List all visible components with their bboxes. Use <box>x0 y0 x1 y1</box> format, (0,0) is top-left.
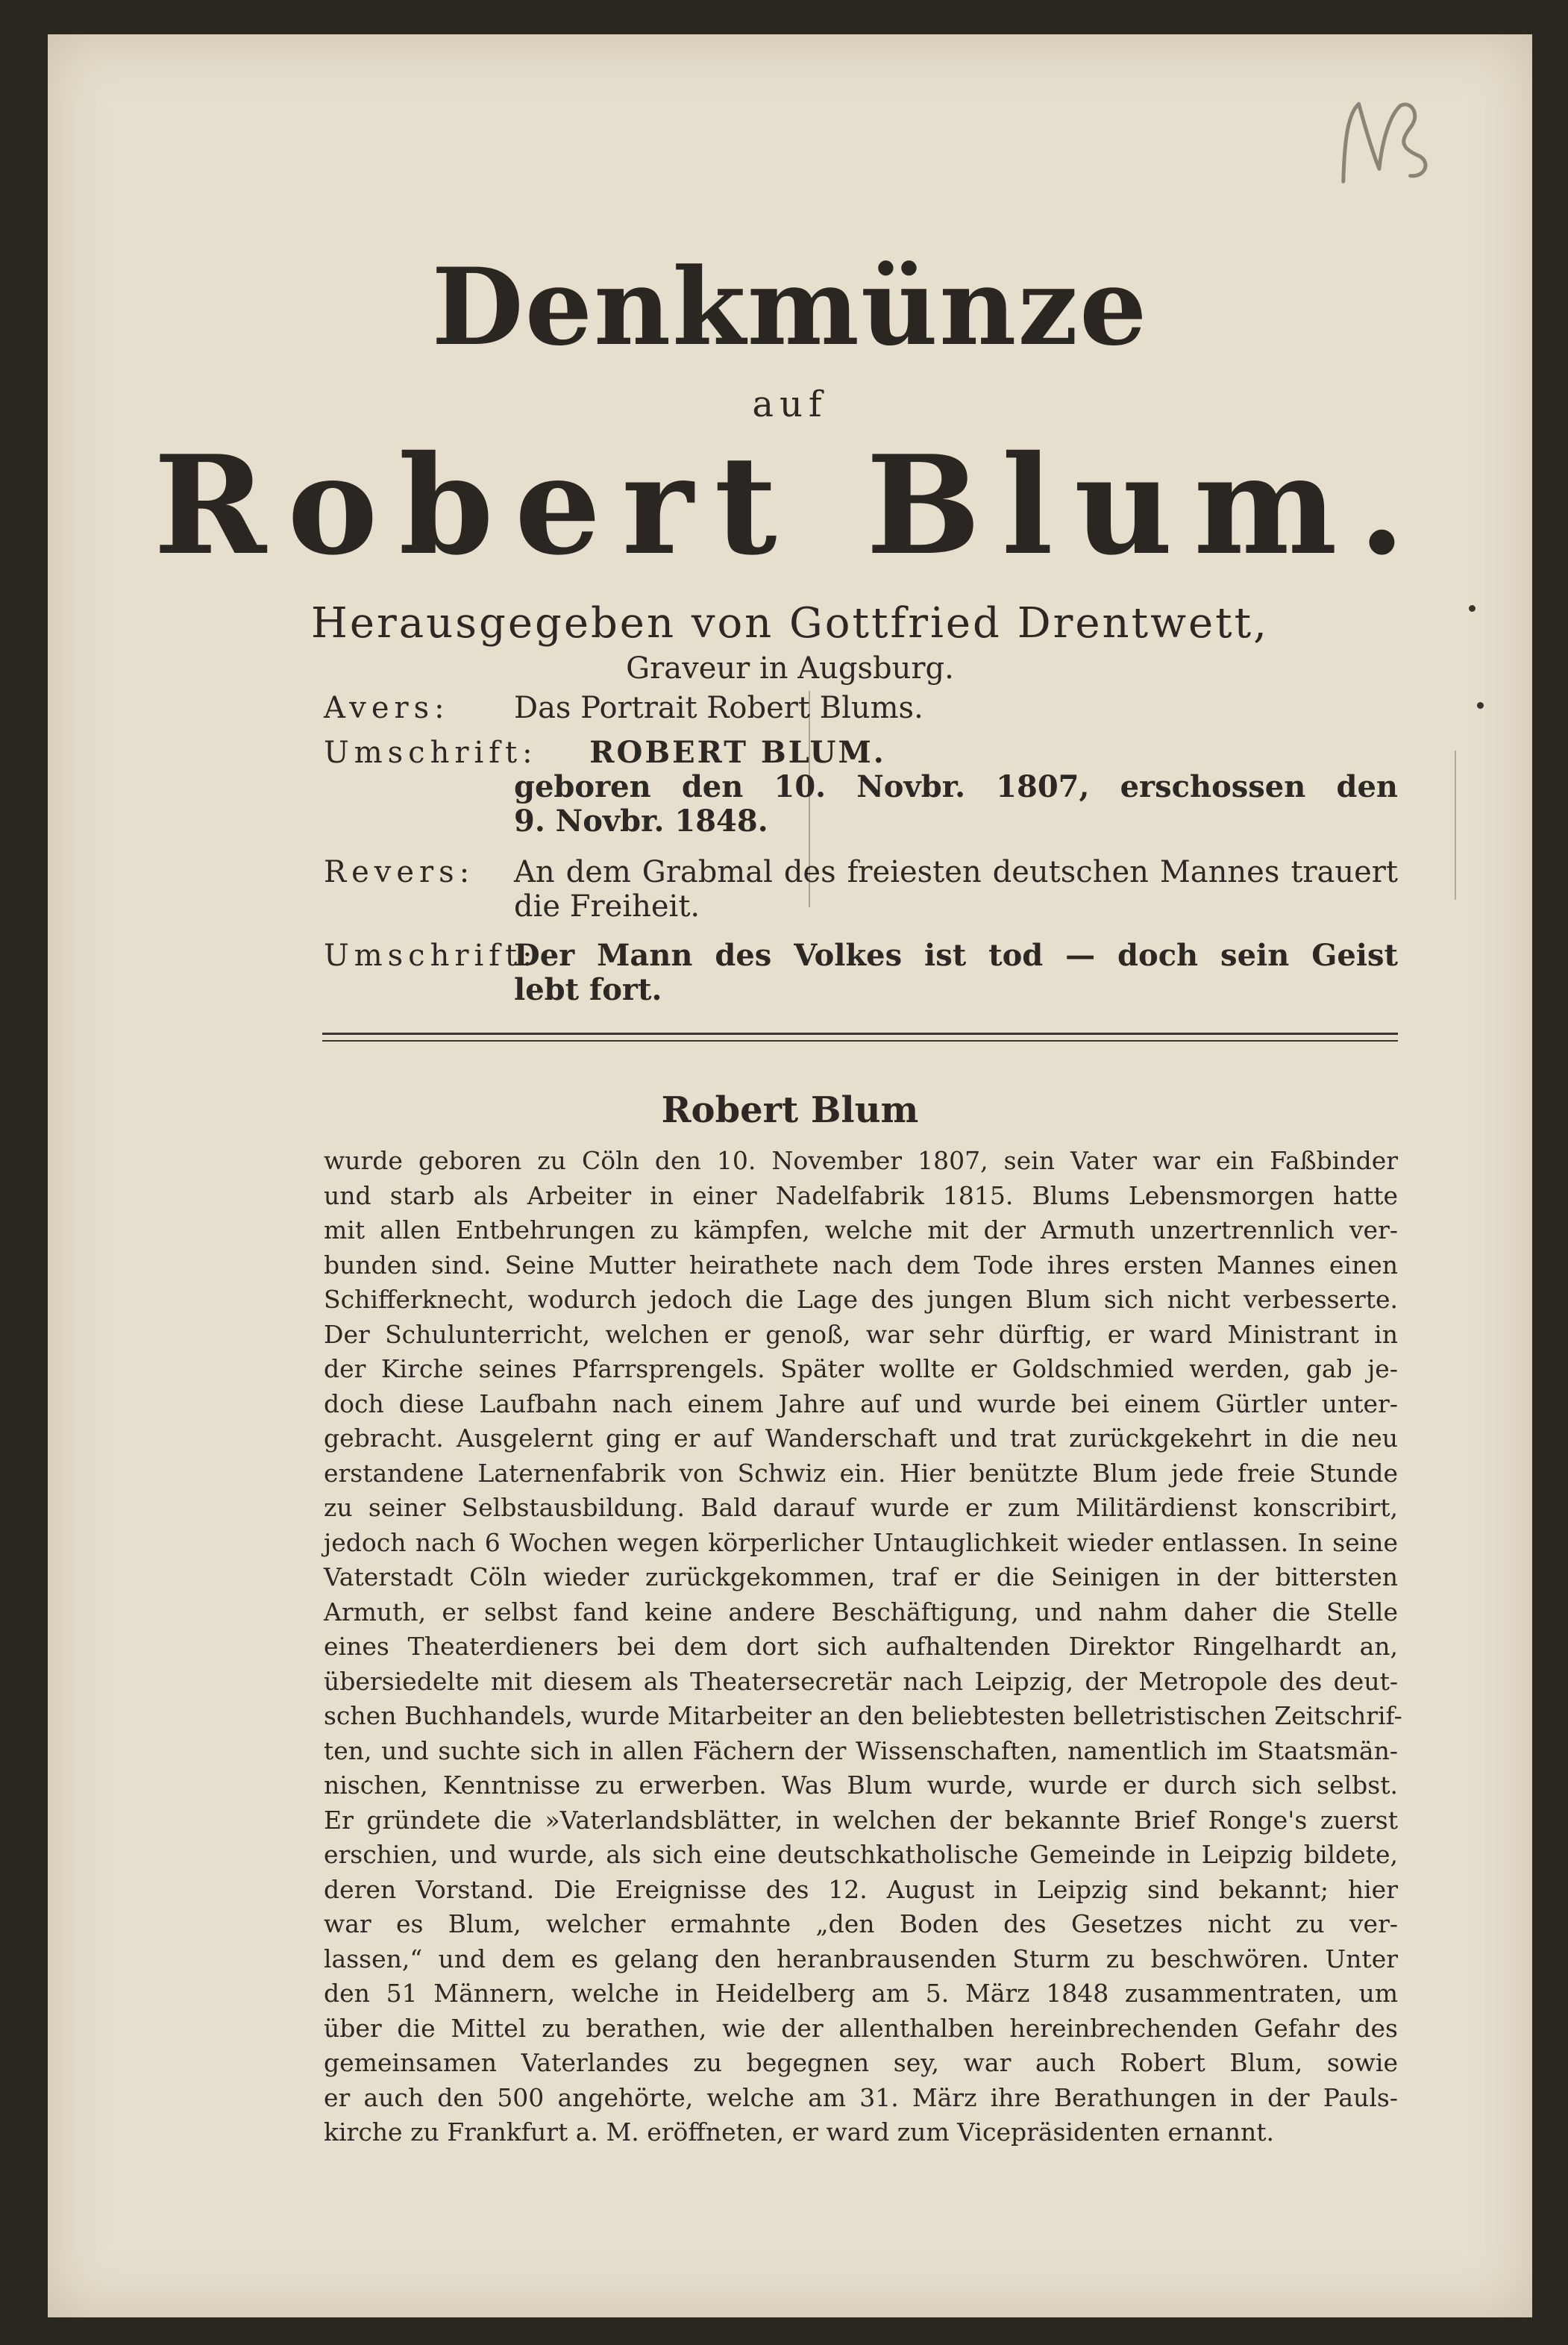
umschrift-avers-line2: 9. Novbr. 1848. <box>514 804 768 839</box>
biography-line: lassen,“ und dem es gelang den heranbrausenden Sturm zu beschwören. Unter <box>324 1944 1398 1973</box>
biography-line: erschien, und wurde, als sich eine deutschkatholische Gemeinde in Leipzig bildete, <box>324 1840 1398 1869</box>
biography-line: gemeinsamen Vaterlandes zu begegnen sey, war auch Robert Blum, sowie <box>324 2048 1398 2077</box>
publisher-line: Herausgegeben von Gottfried Drentwett, <box>311 599 1269 648</box>
biography-line: Der Schulunterricht, welchen er genoß, war sehr dürftig, er ward Ministrant in <box>324 1320 1398 1349</box>
paper-fold-line-right <box>1455 751 1456 900</box>
biography-line: doch diese Laufbahn nach einem Jahre auf und wurde bei einem Gürtler unter- <box>324 1389 1398 1418</box>
divider-rule-top <box>322 1033 1398 1035</box>
umschrift-avers-label: Umschrift: <box>324 736 538 770</box>
avers-label: Avers: <box>324 691 450 725</box>
biography-line: Schifferknecht, wodurch jedoch die Lage des jungen Blum sich nicht verbesserte. <box>324 1285 1398 1314</box>
biography-line: wurde geboren zu Cöln den 10. November 1807, sein Vater war ein Faßbinder <box>324 1146 1398 1175</box>
biography-line: mit allen Entbehrungen zu kämpfen, welche mit der Armuth unzertrennlich ver- <box>324 1215 1398 1244</box>
revers-label: Revers: <box>324 855 475 889</box>
biography-line: bunden sind. Seine Mutter heirathete nach dem Tode ihres ersten Mannes einen <box>324 1250 1398 1280</box>
biography-line: er auch den 500 angehörte, welche am 31. März ihre Berathungen in der Pauls- <box>324 2083 1398 2112</box>
biography-heading: Robert Blum <box>661 1089 919 1131</box>
title-robert-blum: Robert Blum. <box>153 425 1427 585</box>
umschrift-revers-line1: Der Mann des Volkes ist tod — doch sein Geist <box>514 938 1398 973</box>
paper-speck <box>1469 605 1476 612</box>
biography-line: übersiedelte mit diesem als Theatersecretär nach Leipzig, der Metropole des deut- <box>324 1667 1398 1696</box>
umschrift-avers-name: ROBERT BLUM. <box>589 735 886 770</box>
biography-line: Vaterstadt Cöln wieder zurückgekommen, traf er die Seinigen in der bittersten <box>324 1562 1398 1591</box>
biography-line: jedoch nach 6 Wochen wegen körperlicher Untauglichkeit wieder entlassen. In seine <box>324 1528 1398 1557</box>
title-denkmuenze: Denkmünze <box>431 245 1149 369</box>
umschrift-revers-line2: lebt fort. <box>514 972 662 1007</box>
biography-line: über die Mittel zu berathen, wie der allenthalben hereinbrechenden Gefahr des <box>324 2014 1398 2043</box>
publisher-subline: Graveur in Augsburg. <box>626 651 954 686</box>
biography-line: Er gründete die »Vaterlandsblätter, in welchen der bekannte Brief Ronge's zuerst <box>324 1806 1398 1835</box>
revers-line2: die Freiheit. <box>514 889 700 924</box>
biography-line: eines Theaterdieners bei dem dort sich aufhaltenden Direktor Ringelhardt an, <box>324 1632 1398 1661</box>
biography-line: nischen, Kenntnisse zu erwerben. Was Blum wurde, wurde er durch sich selbst. <box>324 1771 1398 1800</box>
umschrift-avers-line1: geboren den 10. Novbr. 1807, erschossen den <box>514 769 1398 804</box>
title-auf: auf <box>752 383 828 425</box>
avers-text: Das Portrait Robert Blums. <box>514 691 923 725</box>
biography-line: deren Vorstand. Die Ereignisse des 12. August in Leipzig sind bekannt; hier <box>324 1875 1398 1904</box>
paper-speck <box>1477 702 1484 709</box>
document-page <box>48 34 1532 2317</box>
biography-line: und starb als Arbeiter in einer Nadelfabrik 1815. Blums Lebensmorgen hatte <box>324 1181 1398 1210</box>
biography-line: Armuth, er selbst fand keine andere Beschäftigung, und nahm daher die Stelle <box>324 1597 1398 1627</box>
biography-line: der Kirche seines Pfarrsprengels. Später wollte er Goldschmied werden, gab je- <box>324 1354 1398 1383</box>
biography-line: kirche zu Frankfurt a. M. eröffneten, er ward zum Vicepräsidenten ernannt. <box>324 2117 1274 2147</box>
divider-rule-bottom <box>322 1040 1398 1042</box>
biography-line: schen Buchhandels, wurde Mitarbeiter an den beliebtesten belletristischen Zeitschrif- <box>324 1701 1402 1730</box>
revers-line1: An dem Grabmal des freiesten deutschen Mannes trauert <box>514 855 1398 889</box>
biography-line: den 51 Männern, welche in Heidelberg am 5. März 1848 zusammentraten, um <box>324 1979 1398 2008</box>
biography-line: zu seiner Selbstausbildung. Bald darauf wurde er zum Militärdienst konscribirt, <box>324 1493 1398 1522</box>
paper-fold-line <box>809 691 810 907</box>
umschrift-revers-label: Umschrift: <box>324 939 538 973</box>
biography-line: ten, und suchte sich in allen Fächern der Wissenschaften, namentlich im Staatsmän- <box>324 1736 1398 1765</box>
biography-line: erstandene Laternenfabrik von Schwiz ein. Hier benützte Blum jede freie Stunde <box>324 1459 1398 1488</box>
biography-line: gebracht. Ausgelernt ging er auf Wanderschaft und trat zurückgekehrt in die neu <box>324 1424 1398 1453</box>
biography-line: war es Blum, welcher ermahnte „den Boden des Gesetzes nicht zu ver- <box>324 1909 1398 1938</box>
handwritten-mark-icon <box>1316 79 1442 205</box>
